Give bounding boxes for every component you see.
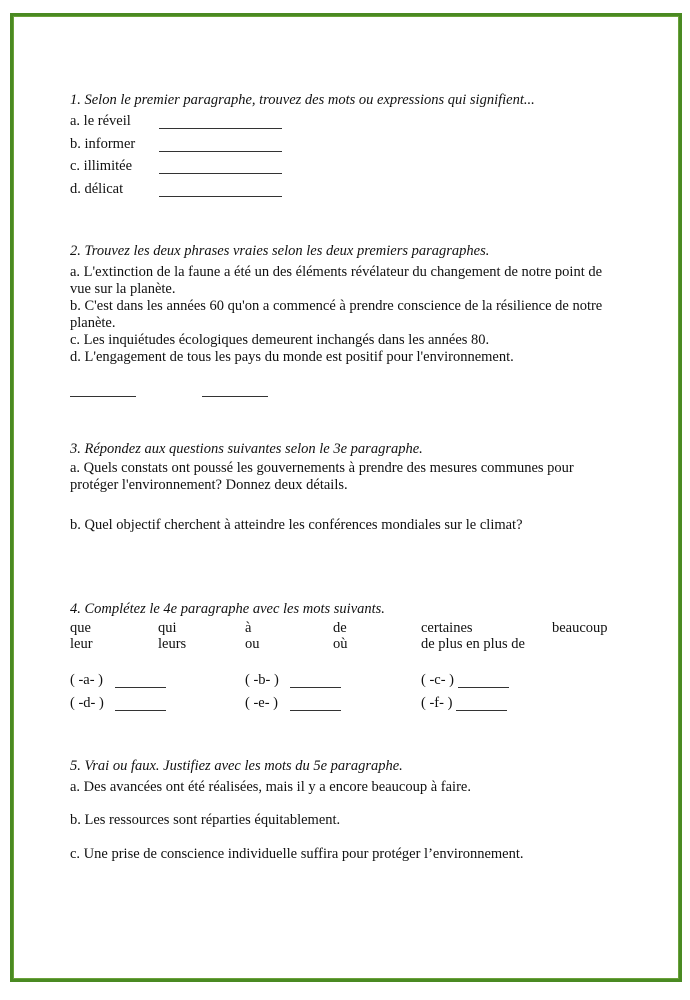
q4-blank-c[interactable] [458, 687, 509, 688]
q1-item-b-label: b. informer [70, 136, 136, 152]
q5-statement-a: a. Des avancées ont été réalisées, mais il y a encore beaucoup à faire. [70, 779, 471, 795]
word-bank-que: que [70, 620, 91, 636]
q5-statement-c: c. Une prise de conscience individuelle suffira pour protéger l’environnement. [70, 846, 524, 862]
q3-question-b: b. Quel objectif cherchent à atteindre les conférences mondiales sur le climat? [70, 517, 523, 533]
q4-blank-d[interactable] [115, 710, 166, 711]
word-bank-qui: qui [158, 620, 177, 636]
q1-item-a-answer-blank[interactable] [159, 128, 282, 129]
q2-statement-c: c. Les inquiétudes écologiques demeurent inchangés dans les années 80. [70, 332, 490, 348]
q4-blank-b-label: ( -b- ) [245, 672, 279, 688]
q5-title: 5. Vrai ou faux. Justifiez avec les mots du 5e paragraphe. [70, 758, 403, 774]
word-bank-a-accent: à [245, 620, 252, 636]
q5-statement-b: b. Les ressources sont réparties équitablement. [70, 812, 341, 828]
q2-answer-blank-2[interactable] [202, 396, 268, 397]
q4-blank-b[interactable] [290, 687, 341, 688]
q4-blank-d-label: ( -d- ) [70, 695, 104, 711]
q1-item-b-answer-blank[interactable] [159, 151, 282, 152]
q4-blank-a-label: ( -a- ) [70, 672, 104, 688]
q1-item-d-label: d. délicat [70, 181, 124, 197]
q2-statement-a: a. L'extinction de la faune a été un des éléments révélateur du changement de notre point de vue sur la planète. [70, 264, 603, 297]
word-bank-leurs: leurs [158, 636, 187, 652]
q1-item-c-label: c. illimitée [70, 158, 133, 174]
q4-blank-f[interactable] [456, 710, 507, 711]
q2-statement-d: d. L'engagement de tous les pays du monde est positif pour l'environnement. [70, 349, 514, 365]
word-bank-de-plus-en-plus-de: de plus en plus de [421, 636, 525, 652]
word-bank-certaines: certaines [421, 620, 473, 636]
q4-blank-e-label: ( -e- ) [245, 695, 279, 711]
word-bank-ou: ou [245, 636, 260, 652]
q1-item-d-answer-blank[interactable] [159, 196, 282, 197]
q4-blank-c-label: ( -c- ) [421, 672, 455, 688]
word-bank-beaucoup: beaucoup [552, 620, 608, 636]
q4-blank-e[interactable] [290, 710, 341, 711]
q2-statement-b: b. C'est dans les années 60 qu'on a commencé à prendre conscience de la résilience de notre planète. [70, 298, 603, 331]
word-bank-de: de [333, 620, 347, 636]
q1-item-a-label: a. le réveil [70, 113, 131, 129]
q4-blank-a[interactable] [115, 687, 166, 688]
q4-title: 4. Complétez le 4e paragraphe avec les mots suivants. [70, 601, 385, 617]
word-bank-leur: leur [70, 636, 93, 652]
q3-question-a: a. Quels constats ont poussé les gouvernements à prendre des mesures communes pour protéger l'environnement? Donnez deux détails. [70, 460, 574, 493]
q2-answer-blank-1[interactable] [70, 396, 136, 397]
q1-item-c-answer-blank[interactable] [159, 173, 282, 174]
q2-title: 2. Trouvez les deux phrases vraies selon les deux premiers paragraphes. [70, 243, 490, 259]
q4-blank-f-label: ( -f- ) [421, 695, 453, 711]
word-bank-ou-accent: où [333, 636, 348, 652]
q1-title: 1. Selon le premier paragraphe, trouvez des mots ou expressions qui signifient... [70, 92, 535, 108]
q3-title: 3. Répondez aux questions suivantes selon le 3e paragraphe. [70, 441, 423, 457]
